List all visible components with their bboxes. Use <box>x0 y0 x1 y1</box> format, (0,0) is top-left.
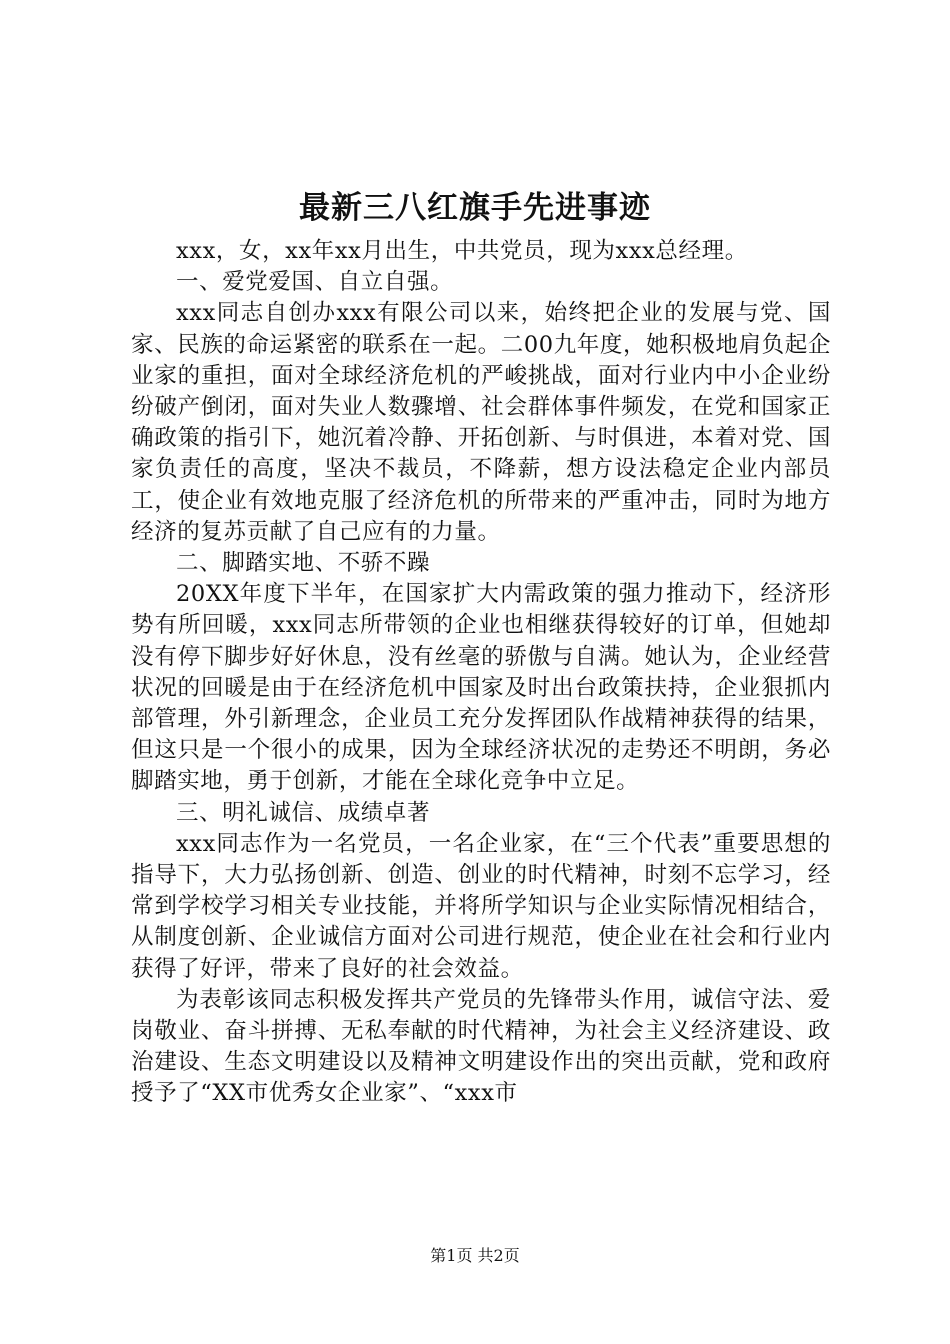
section-heading-3: 三、明礼诚信、成绩卓著 <box>176 799 431 826</box>
paragraph-intro: xxx，女，xx年xx月出生，中共党员，现为xxx总经理。 <box>176 238 748 264</box>
document-body <box>131 236 831 1110</box>
section-heading-1: 一、爱党爱国、自立自强。 <box>176 269 454 296</box>
paragraph-section-1: xxx同志自创办xxx有限公司以来，始终把企业的发展与党、国家、民族的命运紧密的联系在一起。二00九年度，她积极地肩负起企业家的重担，面对全球经济危机的严峻挑战，面对行业内中小企业纷纷破产倒闭，面对失业人数骤增、社会群体事件频发，在党和国家正确政策的指引下，她沉着冷静、开拓创新、与时俱进，本着对党、国家负责任的高度，坚决不裁员，不降薪，想方设法稳定企业内部员工，使企业有效地克服了经济危机的所带来的严重冲击，同时为地方经济的复苏贡献了自己应有的力量。 <box>131 300 831 545</box>
paragraph-section-3: xxx同志作为一名党员，一名企业家，在“三个代表”重要思想的指导下，大力弘扬创新、创造、创业的时代精神，时刻不忘学习，经常到学校学习相关专业技能，并将所学知识与企业实际情况相结合，从制度创新、企业诚信方面对公司进行规范，使企业在社会和行业内获得了好评，带来了良好的社会效益。 <box>131 830 831 982</box>
paragraph-section-2: 20XX年度下半年，在国家扩大内需政策的强力推动下，经济形势有所回暖，xxx同志所带领的企业也相继获得较好的订单，但她却没有停下脚步好好休息，没有丝毫的骄傲与自满。她认为，企业经营状况的回暖是由于在经济危机中国家及时出台政策扶持，企业狠抓内部管理，外引新理念，企业员工充分发挥团队作战精神获得的结果，但这只是一个很小的成果，因为全球经济状况的走势还不明朗，务必脚踏实地，勇于创新，才能在全球化竞争中立足。 <box>131 581 831 795</box>
document-title: 最新三八红旗手先进事迹 <box>299 190 651 226</box>
page-number-footer: 第1页 共2页 <box>430 1246 520 1265</box>
section-heading-2: 二、脚踏实地、不骄不躁 <box>176 550 431 577</box>
paragraph-closing: 为表彰该同志积极发挥共产党员的先锋带头作用，诚信守法、爱岗敬业、奋斗拼搏、无私奉献的时代精神，为社会主义经济建设、政治建设、生态文明建设以及精神文明建设作出的突出贡献，党和政府授予了“XX市优秀女企业家”、“xxx市 <box>131 986 831 1107</box>
